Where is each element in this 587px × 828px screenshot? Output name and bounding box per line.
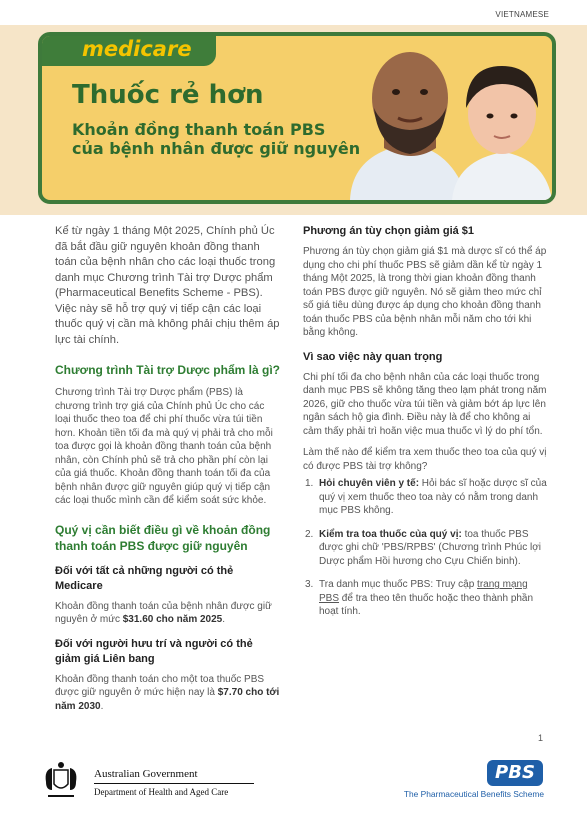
coat-of-arms-icon xyxy=(40,760,82,802)
medicare-amount: $31.60 cho năm 2025 xyxy=(122,614,223,625)
medicare-wordmark: medicare xyxy=(82,37,192,61)
pension-heading: Đối với người hưu trí và người có thẻ giảm giá Liên bang xyxy=(55,637,253,665)
hero-banner xyxy=(38,32,556,204)
language-tag: VIETNAMESE xyxy=(495,10,549,19)
pbs-body: Chương trình Tài trợ Dược phẩm (PBS) là chương trình trợ giá của Chính phủ Úc cho các loại thuốc theo toa để chi phí thuốc vừa túi tiền hơn. Khoản tiền tối đa mà quý vị phải trả cho mỗi toa được gọi là khoản đồng thanh toán của bệnh nhân, còn Chính phủ sẽ trả cho phần phí còn lại của giá thuốc. Khoản đồng thanh toán tối đa của bệnh nhân được giữ nguyên giúp quý vị tiếp cận các loại thuốc mình cần để kiểm soát sức khỏe. xyxy=(55,387,273,506)
discount-body: Phương án tùy chọn giảm giá $1 mà dược sĩ có thể áp dụng cho chi phí thuốc PBS sẽ giảm dần kể từ ngày 1 tháng Một 2025, là trong thời gian khoản đồng thanh toán PBS được giữ nguyên. Nó sẽ giảm theo mức chỉ số giá tiêu dùng được áp dụng cho khoản đồng thanh toán thuốc PBS của bệnh nhân mỗi năm cho tới khi bằng không. xyxy=(303,246,547,338)
list-item: 2. Kiểm tra toa thuốc của quý vị: toa thuốc PBS được ghi chữ 'PBS/RPBS' (Chương trình Phúc lợi Dược phẩm Hồi hương cho Cựu Chiến binh). xyxy=(305,528,541,567)
know-heading: Quý vị cần biết điều gì về khoản đồng thanh toán PBS được giữ nguyên xyxy=(55,522,271,553)
page-subtitle: Khoản đồng thanh toán PBS của bệnh nhân được giữ nguyên xyxy=(72,120,361,158)
check-question: Làm thế nào để kiểm tra xem thuốc theo toa của quý vị có được PBS tài trợ không? xyxy=(303,447,547,472)
pbs-scheme-name: The Pharmaceutical Benefits Scheme xyxy=(403,789,544,799)
gov-name: Australian Government xyxy=(94,768,198,780)
page-number: 1 xyxy=(537,733,543,743)
pension-amount: $7.70 cho tới năm 2030 xyxy=(55,687,280,712)
why-heading: Vì sao việc này quan trọng xyxy=(303,350,443,363)
list-item: 1. Hỏi chuyên viên y tế: Hỏi bác sĩ hoặc dược sĩ của quý vị xem thuốc theo toa này có nằm trong danh mục PBS không. xyxy=(305,478,547,516)
medicare-logo xyxy=(38,32,216,66)
pbs-website-link[interactable]: trang mạng PBS xyxy=(319,579,528,604)
medicare-card-heading: Đối với tất cả những người có thẻ Medicare xyxy=(55,564,234,592)
medicare-card-text: Khoản đồng thanh toán của bệnh nhân được giữ nguyên ở mức $31.60 cho năm 2025. xyxy=(55,600,272,625)
pbs-logo: PBS xyxy=(487,760,543,786)
pbs-heading: Chương trình Tài trợ Dược phẩm là gì? xyxy=(55,363,280,377)
divider xyxy=(94,783,254,784)
discount-heading: Phương án tùy chọn giảm giá $1 xyxy=(303,225,475,237)
people-illustration xyxy=(332,36,552,200)
why-body: Chi phí tối đa cho bệnh nhân của các loại thuốc trong danh mục PBS sẽ không tăng theo lạm phát trong năm 2026, giữ cho thuốc vừa túi tiền và giảm bớt áp lực lên ngân sách hộ gia đình. Điều này là để cho không ai cảm thấy phải trì hoãn việc mua thuốc vì lý do phí tổn. xyxy=(303,371,547,437)
page-title: Thuốc rẻ hơn xyxy=(72,80,264,110)
left-column xyxy=(55,224,280,717)
pension-text: Khoản đồng thanh toán cho một toa thuốc PBS được giữ nguyên ở mức hiện nay là $7.70 cho tới năm 2030. xyxy=(55,673,280,712)
check-steps xyxy=(303,477,548,619)
intro-paragraph: Kể từ ngày 1 tháng Một 2025, Chính phủ Úc đã bắt đầu giữ nguyên khoản đồng thanh toán của bệnh nhân cho các loại thuốc trong danh mục Chương trình Tài trợ Dược phẩm (Pharmaceutical Benefits Scheme - PBS). Việc này sẽ hỗ trợ quý vị tiếp cận các loại thuốc quý vị cần mà không phải chịu thêm áp lực tài chính. xyxy=(55,225,280,346)
department-name: Department of Health and Aged Care xyxy=(94,787,229,797)
australian-government-logo xyxy=(40,760,270,804)
list-item: 3. Tra danh mục thuốc PBS: Truy cập trang mạng PBS để tra theo tên thuốc hoặc theo thành phần hoạt tính. xyxy=(305,579,534,617)
right-column xyxy=(303,224,548,629)
